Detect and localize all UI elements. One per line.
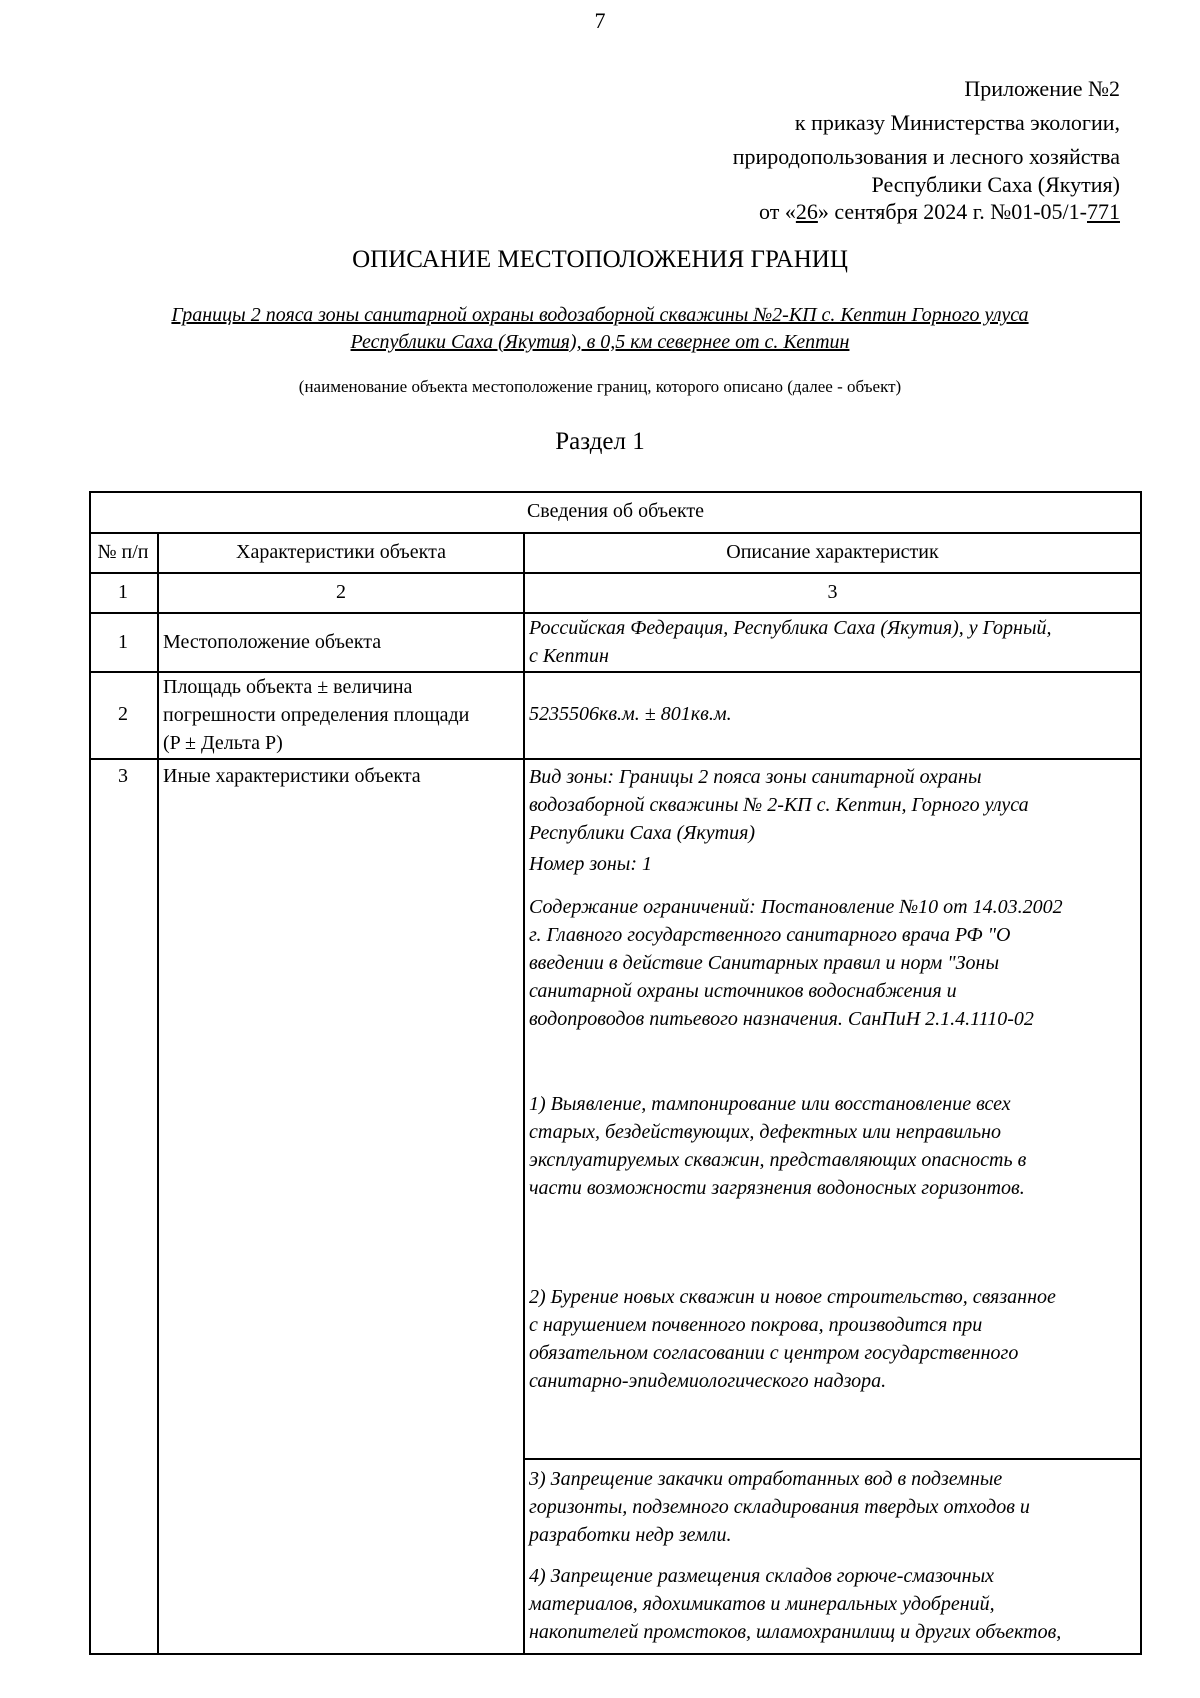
restriction-line: разработки недр земли.	[529, 1524, 732, 1546]
section-heading: Раздел 1	[555, 428, 645, 455]
characteristic-other: Иные характеристики объекта	[163, 765, 421, 787]
object-name	[0, 302, 1200, 356]
column-header-number: № п/п	[97, 541, 149, 563]
appendix-line-4: Республики Саха (Якутия)	[871, 172, 1120, 197]
appendix-line-3: природопользования и лесного хозяйства	[732, 144, 1120, 169]
restriction-line: 4) Запрещение размещения складов горюче-смазочных	[529, 1565, 995, 1587]
characteristic-area	[163, 673, 469, 757]
table-border-right	[1140, 491, 1142, 1655]
table-border-left	[89, 491, 91, 1655]
restriction-line: 1) Выявление, тампонирование или восстановление всех	[529, 1093, 1011, 1115]
zone-type	[529, 763, 1029, 847]
table-column-divider	[157, 532, 159, 1655]
column-header-characteristic: Характеристики объекта	[236, 541, 446, 563]
restrictions-line: Содержание ограничений: Постановление №10 от 14.03.2002	[529, 896, 1063, 918]
column-number: 2	[336, 581, 346, 603]
zone-type-line: Республики Саха (Якутия)	[529, 822, 756, 844]
restriction-item-3	[529, 1465, 1030, 1549]
table-caption: Сведения об объекте	[526, 500, 705, 522]
restriction-line: эксплуатируемых скважин, представляющих опасность в	[529, 1149, 1027, 1171]
restrictions-line: введении в действие Санитарных правил и норм "Зоны	[529, 952, 999, 974]
restriction-line: 2) Бурение новых скважин и новое строительство, связанное	[529, 1286, 1056, 1308]
restriction-line: части возможности загрязнения водоносных горизонтов.	[529, 1177, 1025, 1199]
object-name-caption: (наименование объекта местоположение границ, которого описано (далее - объект)	[298, 377, 902, 396]
location-value-line: с Кептин	[529, 645, 609, 667]
date-prefix: от «	[759, 199, 796, 224]
row-number: 1	[118, 631, 128, 653]
document-title: ОПИСАНИЕ МЕСТОПОЛОЖЕНИЯ ГРАНИЦ	[352, 246, 848, 273]
restriction-line: с нарушением почвенного покрова, производится при	[529, 1314, 983, 1336]
object-name-line-1: Границы 2 пояса зоны санитарной охраны водозаборной скважины №2-КП с. Кептин Горного улуса	[171, 304, 1029, 326]
appendix-date-line	[759, 201, 1120, 223]
column-number: 1	[118, 581, 128, 603]
restriction-item-1	[529, 1090, 1026, 1202]
column-number: 3	[827, 581, 838, 603]
restriction-line: материалов, ядохимикатов и минеральных удобрений,	[529, 1593, 995, 1615]
area-label-line: (P ± Дельта P)	[163, 732, 283, 754]
table-rule	[89, 572, 1142, 574]
table-column-divider	[523, 532, 525, 1655]
appendix-line-2: к приказу Министерства экологии,	[794, 110, 1120, 135]
restriction-line: 3) Запрещение закачки отработанных вод в подземные	[529, 1468, 1003, 1490]
restriction-line: обязательном согласовании с центром государственного	[529, 1342, 1019, 1364]
area-label-line: погрешности определения площади	[163, 704, 470, 726]
area-value: 5235506кв.м. ± 801кв.м.	[529, 703, 732, 725]
appendix-line-1: Приложение №2	[964, 76, 1120, 101]
page-number: 7	[594, 8, 606, 33]
column-header-description: Описание характеристик	[726, 541, 939, 563]
restriction-line: санитарно-эпидемиологического надзора.	[529, 1370, 887, 1392]
restriction-item-2	[529, 1283, 1056, 1395]
location-value	[529, 614, 1052, 670]
restriction-item-4	[529, 1562, 1061, 1646]
table-border-bottom	[89, 1653, 1142, 1655]
table-rule	[89, 532, 1142, 534]
row-number: 2	[118, 703, 128, 725]
date-mid: » сентября 2024 г. №01-05/1-	[817, 199, 1087, 224]
restrictions-line: водопроводов питьевого назначения. СанПиН 2.1.4.1110-02	[529, 1008, 1034, 1030]
table-border-top	[89, 491, 1142, 493]
zone-number: Номер зоны: 1	[529, 853, 652, 875]
date-day: 26	[795, 199, 818, 224]
location-value-line: Российская Федерация, Республика Саха (Якутия), у Горный,	[529, 617, 1052, 639]
table-rule	[525, 1458, 1142, 1460]
area-label-line: Площадь объекта ± величина	[163, 676, 413, 698]
restriction-line: старых, бездействующих, дефектных или неправильно	[529, 1121, 1002, 1143]
zone-type-line: водозаборной скважины № 2-КП с. Кептин, Горного улуса	[529, 794, 1029, 816]
restriction-line: горизонты, подземного складирования твердых отходов и	[529, 1496, 1030, 1518]
restrictions-content	[529, 893, 1063, 1033]
zone-type-line: Вид зоны: Границы 2 пояса зоны санитарной охраны	[529, 766, 982, 788]
order-number: 771	[1087, 199, 1120, 224]
restrictions-line: санитарной охраны источников водоснабжения и	[529, 980, 957, 1002]
restrictions-line: г. Главного государственного санитарного врача РФ "О	[529, 924, 1011, 946]
row-number: 3	[118, 765, 128, 787]
restriction-line: накопителей промстоков, шламохранилищ и других объектов,	[529, 1621, 1062, 1643]
object-name-line-2: Республики Саха (Якутия), в 0,5 км севернее от с. Кептин	[350, 331, 850, 353]
table-rule	[89, 758, 1142, 760]
characteristic-location: Местоположение объекта	[163, 631, 382, 653]
